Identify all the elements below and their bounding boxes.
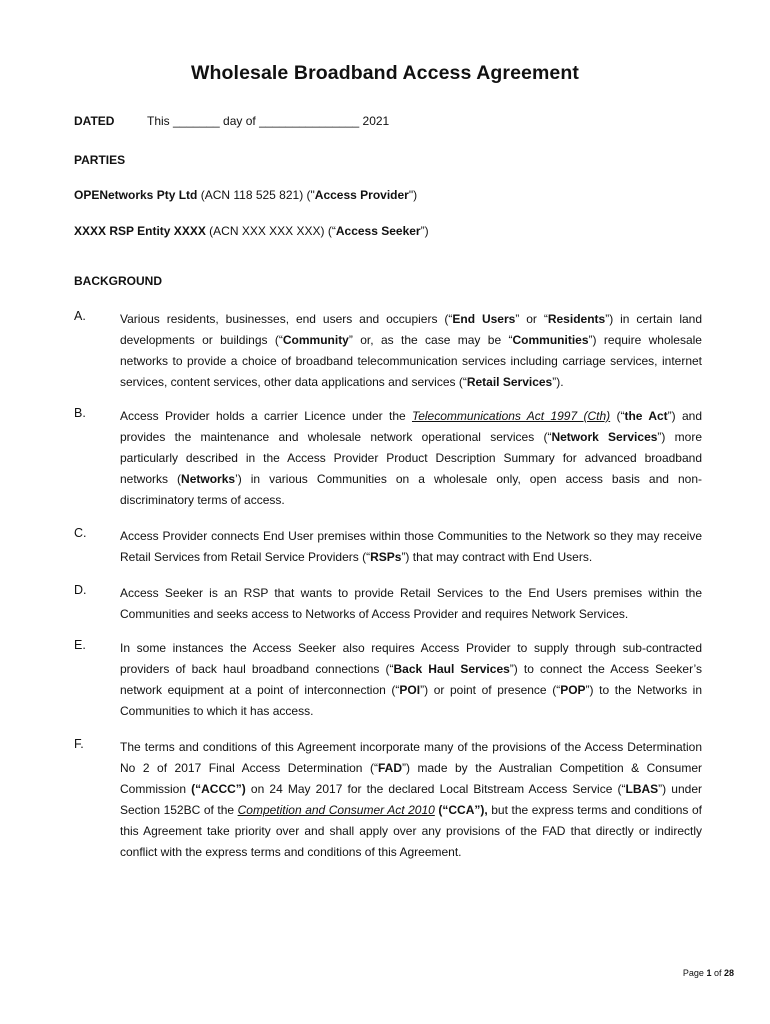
defined-term: RSPs [370, 550, 402, 564]
page-of: of [711, 968, 724, 978]
clause-letter: C. [74, 526, 87, 540]
clause-letter: A. [74, 309, 86, 323]
statute-reference: Telecommunications Act 1997 (Cth) [411, 409, 611, 423]
clause-segment: In some instances the Access Seeker also requires Access Provider to supply through sub-contracted providers of back haul broadband connections (“ [120, 641, 702, 676]
clause-segment: ”) require wholesale networks to provide a choice of broadband telecommunication services including carriage services, internet services, content services, other data applications and services (“ [120, 333, 702, 389]
clause-segment: Access Seeker is an RSP that wants to provide Retail Services to the End Users premises within the Communities and seeks access to Networks of Access Provider and requires Network Services. [120, 586, 702, 621]
document-title: Wholesale Broadband Access Agreement [191, 62, 579, 84]
defined-term: Network Services [551, 430, 658, 444]
party-name: OPENetworks Pty Ltd [74, 188, 198, 202]
dated-label: DATED [74, 114, 115, 128]
clause-segment: ”) that may contract with End Users. [401, 550, 593, 564]
clause-segment: but the express terms and conditions of this Agreement take priority over and shall apply over any provisions of the FAD that directly or indirectly conflict with the express terms and conditions of this Agreement. [120, 803, 702, 859]
clause-segment: (“ [610, 409, 625, 423]
clause-segment: ” or “ [515, 312, 548, 326]
clause-letter: B. [74, 406, 86, 420]
party-role: Access Provider [314, 188, 409, 202]
clause-text [120, 737, 702, 863]
parties-heading: PARTIES [74, 153, 126, 167]
clause-segment: on 24 May 2017 for the declared Local Bitstream Access Service (“ [245, 782, 626, 796]
clause-letter: F. [74, 737, 84, 751]
clause-segment: ”) under Section 152BC of the [120, 782, 702, 817]
clause-segment: Access Provider holds a carrier Licence under the [120, 409, 412, 423]
clause-letter: D. [74, 583, 87, 597]
clause-text [120, 406, 702, 511]
party-name: XXXX RSP Entity XXXX [74, 224, 206, 238]
clause-segment: ”) and provides the maintenance and wholesale network operational services (“ [120, 409, 703, 444]
party-access-provider [74, 188, 417, 202]
clause-segment: ”) to the Networks in Communities to which it has access. [120, 683, 703, 718]
party-access-seeker [74, 224, 429, 238]
clause-segment: ”) in certain land developments or buildings (“ [120, 312, 703, 347]
clause-segment: ”) to connect the Access Seeker’s network equipment at a point of interconnection (“ [120, 662, 702, 697]
party-close: ") [408, 188, 418, 202]
page-prefix: Page [682, 968, 707, 978]
background-heading: BACKGROUND [74, 274, 162, 288]
party-acn: (ACN 118 525 821) (" [197, 188, 315, 202]
defined-term: Residents [547, 312, 606, 326]
defined-term: LBAS [625, 782, 659, 796]
defined-term: Communities [512, 333, 589, 347]
clause-segment: ”) or point of presence (“ [420, 683, 561, 697]
clause-segment: ’) in various Communities on a wholesale only, open access basis and non-discriminatory terms of access. [120, 472, 702, 507]
defined-term: Retail Services [466, 375, 553, 389]
defined-term: FAD [377, 761, 402, 775]
clause-segment: ”) made by the Australian Competition & Consumer Commission [120, 761, 702, 796]
clause-segment: Access Provider connects End User premises within those Communities to the Network so they may receive Retail Services from Retail Service Providers (“ [120, 529, 702, 564]
defined-term: Community [282, 333, 349, 347]
page-number [683, 968, 734, 978]
defined-term: Back Haul Services [393, 662, 510, 676]
clause-text [120, 309, 702, 393]
clause-text [120, 583, 702, 625]
defined-term: Networks [181, 472, 236, 486]
page-total: 28 [723, 968, 734, 978]
statute-reference: Competition and Consumer Act 2010 [237, 803, 435, 817]
clause-text [120, 638, 702, 722]
party-close: ”) [420, 224, 429, 238]
page-current: 1 [706, 968, 712, 978]
party-role: Access Seeker [335, 224, 421, 238]
party-acn: (ACN XXX XXX XXX) (“ [205, 224, 336, 238]
clause-text [120, 526, 702, 568]
defined-term: (“CCA”), [438, 803, 488, 817]
defined-term: the Act [624, 409, 668, 423]
dated-text: This _______ day of _______________ 2021 [147, 114, 390, 128]
clause-segment: Various residents, businesses, end users and occupiers (“ [120, 312, 453, 326]
defined-term: POP [560, 683, 586, 697]
clause-letter: E. [74, 638, 86, 652]
defined-term: End Users [452, 312, 516, 326]
clause-segment: ”). [552, 375, 564, 389]
clause-segment: ” or, as the case may be “ [348, 333, 513, 347]
defined-term: (“ACCC”) [191, 782, 246, 796]
clause-segment: The terms and conditions of this Agreement incorporate many of the provisions of the Access Determination No 2 of 2017 Final Access Determination (“ [120, 740, 702, 775]
clause-segment: ”) more particularly described in the Access Provider Product Description Summary for advanced broadband networks ( [120, 430, 702, 486]
defined-term: POI [399, 683, 421, 697]
